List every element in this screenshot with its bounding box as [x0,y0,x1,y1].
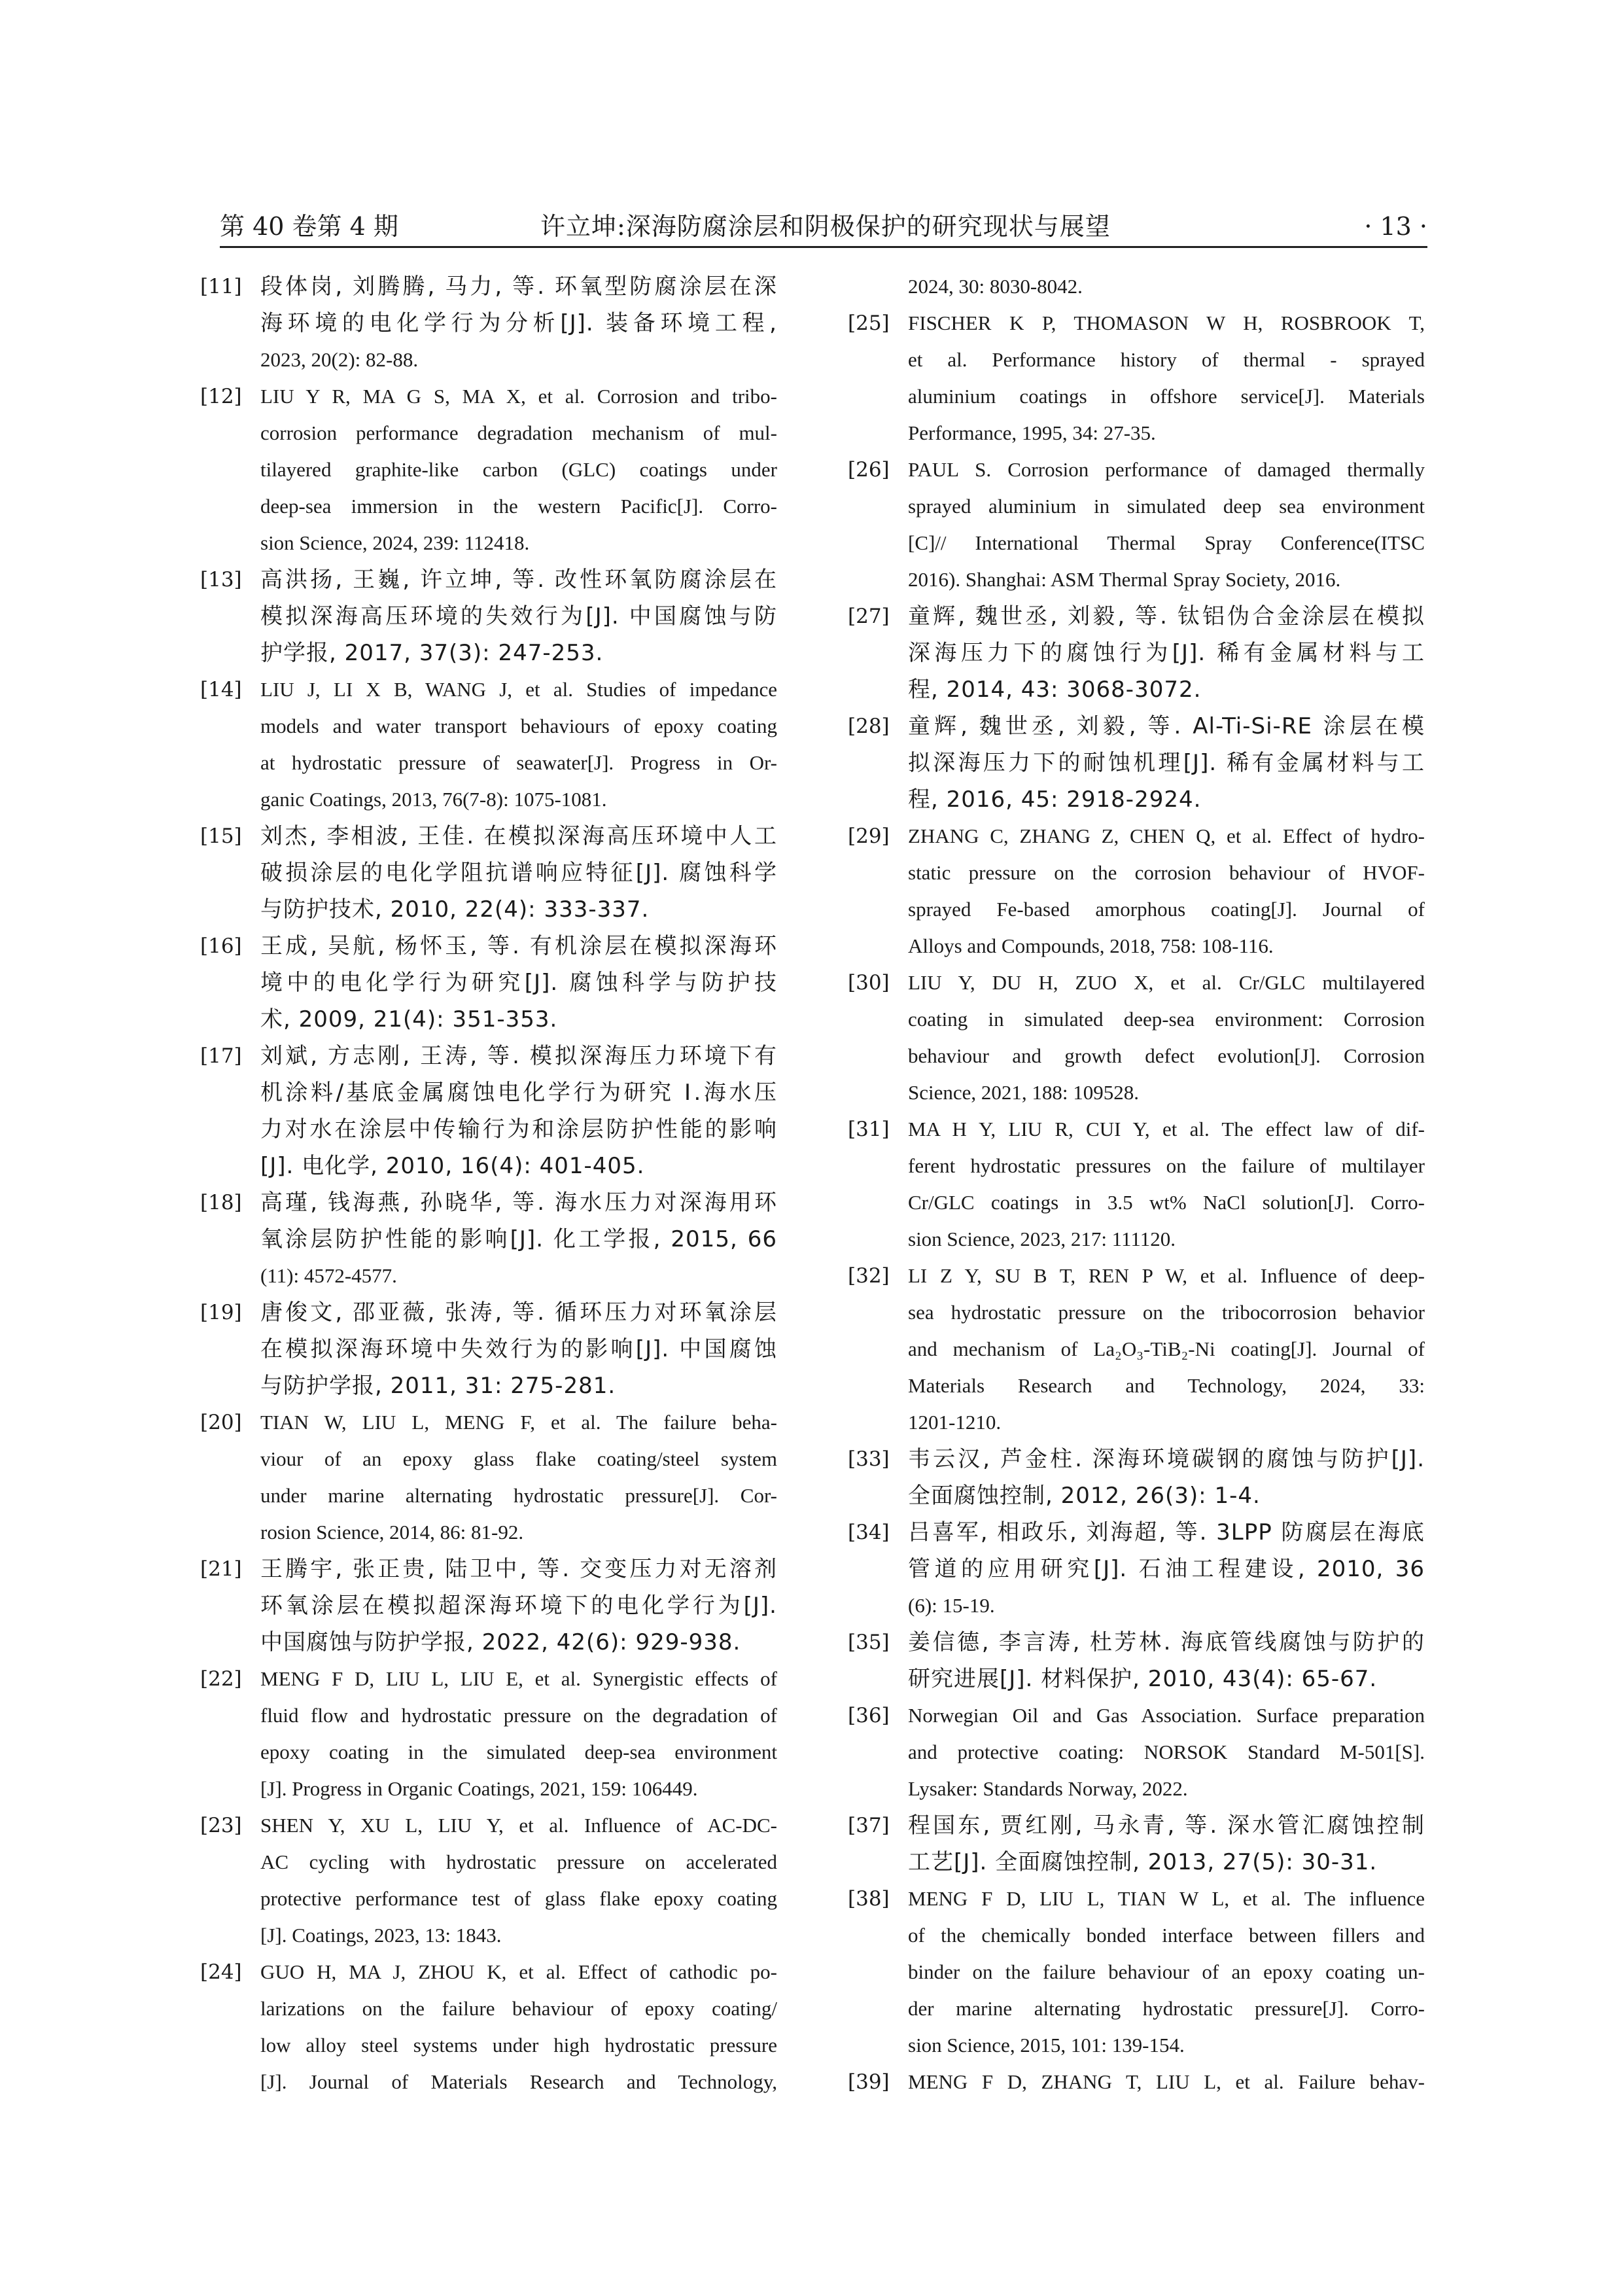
reference-line: Materials Research and Technology, 2024, 33: [908,1374,1425,1397]
reference-line: low alloy steel systems under high hydrostatic pressure [260,2034,777,2057]
reference-number: [33] [848,1447,890,1471]
reference-number: [25] [848,311,890,335]
reference-line: 术, 2009, 21(4): 351-353. [260,1006,558,1033]
reference-text [908,451,1425,598]
reference-line: 刘杰, 李相波, 王佳. 在模拟深海高压环境中人工 [260,823,777,849]
reference-number: [17] [200,1044,242,1068]
reference-line: MENG F D, ZHANG T, LIU L, et al. Failure behav- [908,2070,1425,2093]
reference-line: FISCHER K P, THOMASON W H, ROSBROOK T, [908,311,1425,334]
reference-text [260,671,777,818]
reference-number: [35] [848,1631,890,1654]
reference-text [908,1624,1425,1697]
reference-line: 1201-1210. [908,1411,1002,1434]
reference-text [908,818,1425,964]
reference-line: sion Science, 2015, 101: 139-154. [908,2034,1185,2057]
reference-line: Lysaker: Standards Norway, 2022. [908,1777,1188,1800]
reference-text [260,1807,777,1954]
reference-line: 深海压力下的腐蚀行为[J]. 稀有金属材料与工 [908,640,1425,666]
reference-line: 与防护学报, 2011, 31: 275-281. [260,1373,616,1399]
reference-line: 高瑾, 钱海燕, 孙晓华, 等. 海水压力对深海用环 [260,1190,777,1216]
reference-number: [15] [200,824,242,848]
reference-line: 2023, 20(2): 82-88. [260,348,419,371]
reference-line: ZHANG C, ZHANG Z, CHEN Q, et al. Effect of hydro- [908,824,1425,847]
reference-line: Norwegian Oil and Gas Association. Surface preparation [908,1704,1425,1727]
reference-entry [848,1697,1425,1807]
reference-entry [200,671,777,818]
running-header [220,211,1427,242]
reference-number: [29] [848,824,890,848]
reference-line: 姜信德, 李言涛, 杜芳林. 海底管线腐蚀与防护的 [908,1629,1425,1655]
reference-text [260,818,777,928]
reference-number: [14] [200,678,242,701]
reference-line: sion Science, 2024, 239: 112418. [260,531,530,554]
reference-entry [200,928,777,1038]
reference-line: 在模拟深海环境中失效行为的影响[J]. 中国腐蚀 [260,1336,777,1362]
reference-entry [200,1551,777,1661]
reference-entry [848,305,1425,451]
reference-line: models and water transport behaviours of epoxy coating [260,715,777,737]
reference-line: fluid flow and hydrostatic pressure on the degradation of [260,1704,777,1727]
reference-entry [848,1441,1425,1514]
reference-number: [16] [200,934,242,958]
reference-number: [20] [200,1411,242,1434]
article-title: 许立坤:深海防腐涂层和阴极保护的研究现状与展望 [540,212,1111,241]
reference-text [260,1551,777,1661]
reference-line: 管道的应用研究[J]. 石油工程建设, 2010, 36 [908,1556,1425,1582]
reference-number: [32] [848,1264,890,1288]
reference-number: [28] [848,715,890,738]
reference-line: (6): 15-19. [908,1594,995,1617]
reference-text [260,1294,777,1404]
reference-line: MENG F D, LIU L, TIAN W L, et al. The influence [908,1887,1425,1910]
reference-number: [30] [848,971,890,995]
reference-text [908,1807,1425,1881]
reference-line: 吕喜军, 相政乐, 刘海超, 等. 3LPP 防腐层在海底 [908,1519,1425,1545]
reference-line: 高洪扬, 王巍, 许立坤, 等. 改性环氧防腐涂层在 [260,567,777,593]
reference-line: 破损涂层的电化学阻抗谱响应特征[J]. 腐蚀科学 [260,860,777,886]
reference-text [260,268,777,378]
reference-text [908,1881,1425,2064]
reference-line: at hydrostatic pressure of seawater[J]. Progress in Or- [260,751,777,774]
reference-line: epoxy coating in the simulated deep-sea environment [260,1740,777,1763]
reference-text [908,1111,1425,1258]
reference-number: [31] [848,1118,890,1141]
reference-line: 韦云汉, 芦金柱. 深海环境碳钢的腐蚀与防护[J]. [908,1446,1425,1472]
reference-line: 段体岗, 刘腾腾, 马力, 等. 环氧型防腐涂层在深 [260,274,777,300]
reference-line: Science, 2021, 188: 109528. [908,1081,1140,1104]
reference-line: behaviour and growth defect evolution[J]. Corrosion [908,1044,1425,1067]
reference-entry [848,1111,1425,1258]
reference-line: 与防护技术, 2010, 22(4): 333-337. [260,896,650,923]
reference-number: [26] [848,458,890,482]
reference-line: sprayed Fe-based amorphous coating[J]. Journal of [908,898,1425,921]
reference-text [908,1697,1425,1807]
reference-line: TIAN W, LIU L, MENG F, et al. The failure beha- [260,1411,777,1434]
reference-number: [37] [848,1814,890,1837]
reference-entry [848,1807,1425,1881]
reference-line: 全面腐蚀控制, 2012, 26(3): 1-4. [908,1483,1261,1509]
reference-line: 童辉, 魏世丞, 刘毅, 等. Al-Ti-Si-RE 涂层在模 [908,713,1425,739]
reference-number: [27] [848,605,890,628]
reference-text [260,928,777,1038]
reference-number: [24] [200,1960,242,1984]
reference-line: 童辉, 魏世丞, 刘毅, 等. 钛铝伪合金涂层在模拟 [908,603,1425,629]
reference-line: viour of an epoxy glass flake coating/steel system [260,1447,777,1470]
reference-line: et al. Performance history of thermal - sprayed [908,348,1425,371]
reference-number: [13] [200,568,242,592]
reference-line: 程, 2014, 43: 3068-3072. [908,677,1202,703]
reference-text [908,964,1425,1111]
reference-entry [848,598,1425,708]
reference-entry [200,1661,777,1807]
reference-number: [19] [200,1301,242,1324]
reference-line: 研究进展[J]. 材料保护, 2010, 43(4): 65-67. [908,1666,1378,1692]
reference-line: 护学报, 2017, 37(3): 247-253. [260,640,604,666]
reference-line: larizations on the failure behaviour of epoxy coating/ [260,1997,777,2020]
reference-line: 王成, 吴航, 杨怀玉, 等. 有机涂层在模拟深海环 [260,933,777,959]
journal-volume: 第 40 卷第 4 期 [220,212,398,241]
reference-line: GUO H, MA J, ZHOU K, et al. Effect of cathodic po- [260,1960,777,1983]
reference-line: [J]. Progress in Organic Coatings, 2021, 159: 106449. [260,1777,698,1800]
reference-entry [200,818,777,928]
reference-number: [34] [848,1521,890,1544]
reference-line: 程国东, 贾红刚, 马永青, 等. 深水管汇腐蚀控制 [908,1812,1425,1839]
reference-line: [J]. 电化学, 2010, 16(4): 401-405. [260,1153,645,1179]
reference-line: and mechanism of La₂O₃-TiB₂-Ni coating[J]. Journal of [908,1337,1425,1360]
reference-text [260,378,777,561]
reference-line: Cr/GLC coatings in 3.5 wt% NaCl solution[J]. Corro- [908,1191,1425,1214]
reference-entry [200,268,777,378]
reference-entry [200,1184,777,1294]
reference-number: [11] [200,275,242,298]
reference-line: Alloys and Compounds, 2018, 758: 108-116. [908,934,1274,957]
reference-line: 氧涂层防护性能的影响[J]. 化工学报, 2015, 66 [260,1226,777,1252]
reference-number: [22] [200,1667,242,1691]
header-rule [220,246,1427,248]
reference-line: LIU Y, DU H, ZUO X, et al. Cr/GLC multilayered [908,971,1425,994]
reference-line: rosion Science, 2014, 86: 81-92. [260,1521,524,1544]
reference-line: LIU J, LI X B, WANG J, et al. Studies of impedance [260,678,777,701]
reference-entry [848,1624,1425,1697]
reference-line: sea hydrostatic pressure on the tribocorrosion behavior [908,1301,1425,1324]
reference-entry [200,1954,777,2100]
reference-line: SHEN Y, XU L, LIU Y, et al. Influence of AC-DC- [260,1814,777,1837]
reference-line: 环氧涂层在模拟超深海环境下的电化学行为[J]. [260,1593,777,1619]
reference-line: der marine alternating hydrostatic pressure[J]. Corro- [908,1997,1425,2020]
references-right-column [848,268,1425,2166]
reference-text [908,2064,1425,2100]
reference-number: [18] [200,1191,242,1214]
reference-text [908,305,1425,451]
reference-text [908,1514,1425,1624]
reference-entry [848,1881,1425,2064]
reference-number: [23] [200,1814,242,1837]
reference-text [260,1404,777,1551]
reference-number: [38] [848,1887,890,1911]
reference-text [908,1441,1425,1514]
reference-line: and protective coating: NORSOK Standard M-501[S]. [908,1740,1425,1763]
reference-number: [12] [200,385,242,408]
reference-entry [200,1038,777,1184]
reference-entry [200,561,777,671]
reference-entry [848,1258,1425,1441]
reference-number: [21] [200,1557,242,1581]
reference-line: ganic Coatings, 2013, 76(7-8): 1075-1081. [260,788,607,811]
reference-number: [36] [848,1704,890,1727]
reference-line: 力对水在涂层中传输行为和涂层防护性能的影响 [260,1116,777,1142]
reference-text [908,598,1425,708]
reference-line: [J]. Coatings, 2023, 13: 1843. [260,1924,502,1947]
reference-line: MA H Y, LIU R, CUI Y, et al. The effect law of dif- [908,1118,1425,1140]
reference-text [260,1661,777,1807]
reference-line: of the chemically bonded interface between fillers and [908,1924,1425,1947]
references-left-column [200,268,777,2166]
reference-entry [848,451,1425,598]
reference-entry [848,708,1425,818]
reference-line: [C]// International Thermal Spray Conference(ITSC [908,531,1425,554]
reference-text [260,561,777,671]
reference-entry [848,818,1425,964]
reference-entry [200,1404,777,1551]
reference-entry [848,964,1425,1111]
page-number: · 13 · [1364,212,1427,241]
reference-line: 工艺[J]. 全面腐蚀控制, 2013, 27(5): 30-31. [908,1849,1378,1875]
reference-entry [848,1514,1425,1624]
reference-line: 中国腐蚀与防护学报, 2022, 42(6): 929-938. [260,1629,741,1655]
reference-text [260,1954,777,2100]
reference-line: 机涂料/基底金属腐蚀电化学行为研究 Ⅰ.海水压 [260,1080,777,1106]
reference-line: corrosion performance degradation mechanism of mul- [260,421,777,444]
reference-line: 2016). Shanghai: ASM Thermal Spray Society, 2016. [908,568,1341,591]
reference-entry [200,1807,777,1954]
reference-line: coating in simulated deep-sea environment: Corrosion [908,1008,1425,1031]
reference-text [908,1258,1425,1441]
reference-text [260,1038,777,1184]
reference-line: Performance, 1995, 34: 27-35. [908,421,1156,444]
reference-line: 海环境的电化学行为分析[J]. 装备环境工程, [260,310,777,336]
reference-line: MENG F D, LIU L, LIU E, et al. Synergistic effects of [260,1667,777,1690]
reference-line: LIU Y R, MA G S, MA X, et al. Corrosion and tribo- [260,385,777,408]
reference-line: 刘斌, 方志刚, 王涛, 等. 模拟深海压力环境下有 [260,1043,777,1069]
reference-text [908,268,1425,305]
reference-entry [848,268,1425,305]
reference-line: LI Z Y, SU B T, REN P W, et al. Influence of deep- [908,1264,1425,1287]
reference-line: 2024, 30: 8030-8042. [908,275,1083,298]
reference-line: AC cycling with hydrostatic pressure on accelerated [260,1850,777,1873]
reference-line: [J]. Journal of Materials Research and Technology, [260,2070,777,2093]
reference-line: binder on the failure behaviour of an epoxy coating un- [908,1960,1425,1983]
reference-line: 境中的电化学行为研究[J]. 腐蚀科学与防护技 [260,970,777,996]
reference-entry [848,2064,1425,2100]
reference-line: 王腾宇, 张正贵, 陆卫中, 等. 交变压力对无溶剂 [260,1556,777,1582]
reference-text [260,1184,777,1294]
reference-line: 程, 2016, 45: 2918-2924. [908,786,1202,813]
reference-line: (11): 4572-4577. [260,1264,397,1287]
reference-line: sion Science, 2023, 217: 111120. [908,1227,1176,1250]
reference-line: ferent hydrostatic pressures on the failure of multilayer [908,1154,1425,1177]
reference-line: protective performance test of glass flake epoxy coating [260,1887,777,1910]
reference-line: PAUL S. Corrosion performance of damaged thermally [908,458,1425,481]
reference-entry [200,1294,777,1404]
reference-line: 模拟深海高压环境的失效行为[J]. 中国腐蚀与防 [260,603,777,629]
reference-line: deep-sea immersion in the western Pacific[J]. Corro- [260,495,777,518]
reference-line: sprayed aluminium in simulated deep sea environment [908,495,1425,518]
reference-line: 拟深海压力下的耐蚀机理[J]. 稀有金属材料与工 [908,750,1425,776]
reference-text [908,708,1425,818]
reference-line: aluminium coatings in offshore service[J]. Materials [908,385,1425,408]
reference-line: tilayered graphite-like carbon (GLC) coatings under [260,458,777,481]
reference-entry [200,378,777,561]
reference-line: under marine alternating hydrostatic pressure[J]. Cor- [260,1484,777,1507]
reference-line: 唐俊文, 邵亚薇, 张涛, 等. 循环压力对环氧涂层 [260,1299,777,1326]
reference-line: static pressure on the corrosion behaviour of HVOF- [908,861,1425,884]
reference-number: [39] [848,2070,890,2094]
